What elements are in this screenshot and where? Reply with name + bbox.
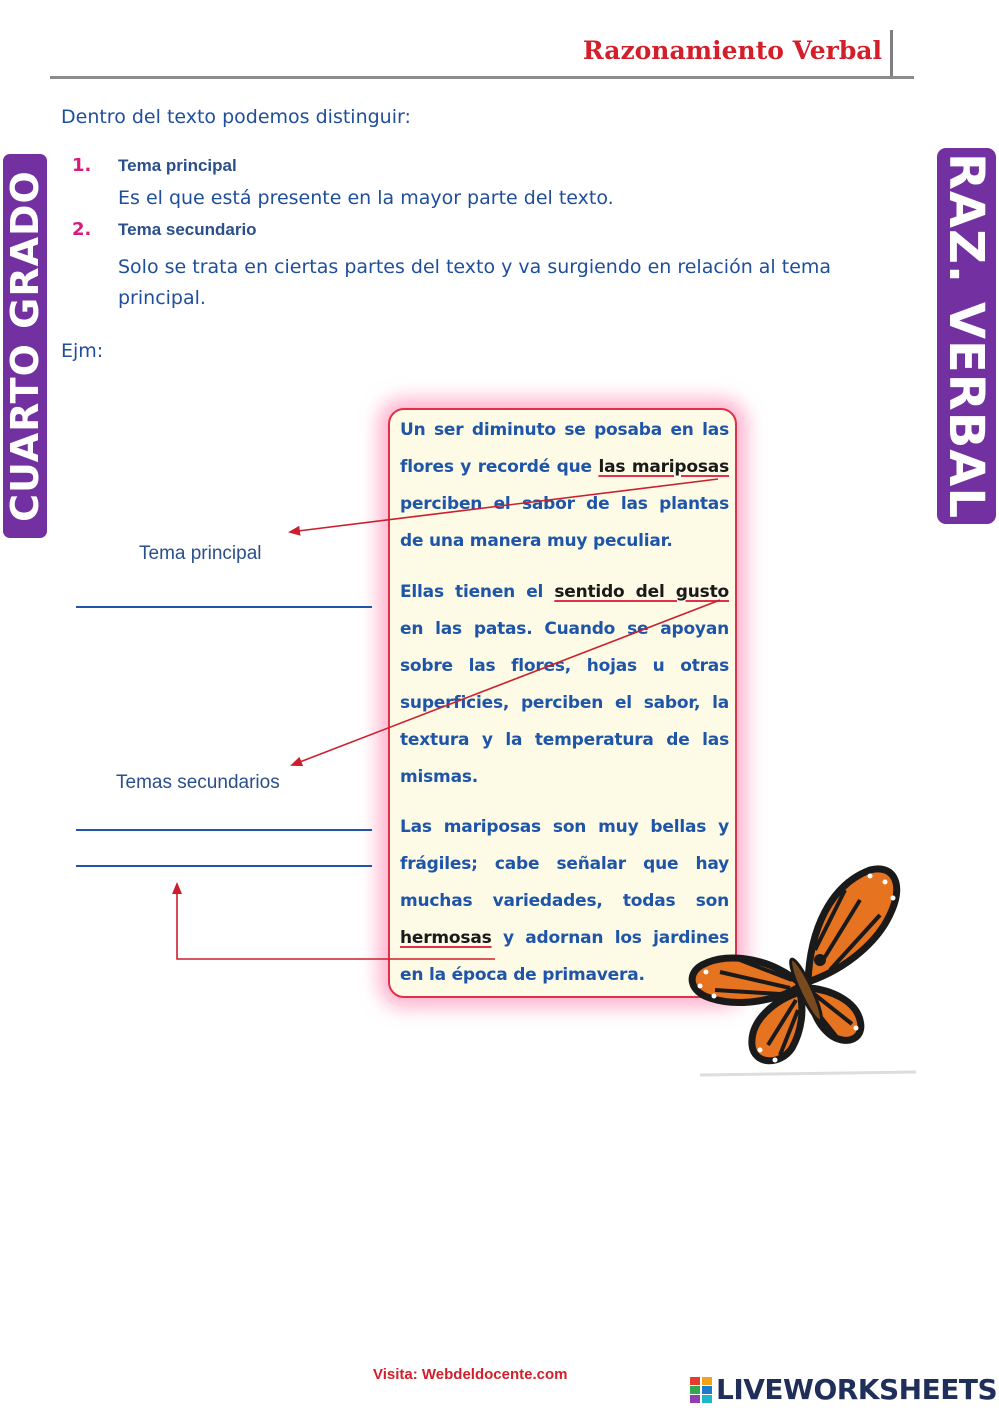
butterfly-illustration <box>680 860 920 1085</box>
item-2-number: 2. <box>72 219 92 240</box>
footer-visit-link[interactable]: Visita: Webdeldocente.com <box>373 1366 568 1383</box>
arrow-main-topic <box>290 479 718 532</box>
footer-brand-name: LIVEWORKSHEETS <box>716 1373 998 1406</box>
intro-text: Dentro del texto podemos distinguir: <box>61 106 411 128</box>
passage-p2-text-b: en las patas. Cuando se apoyan sobre las flores, hojas u otras superficies, perciben el sabor, la textura y la temperatura de las mismas. <box>400 619 729 787</box>
passage-p3-text-b: y adornan los jardines en la época de primavera. <box>400 928 729 985</box>
highlight-las-mariposas: las mariposas <box>598 457 729 477</box>
liveworksheets-logo-icon <box>690 1377 712 1403</box>
item-1-title: Tema principal <box>118 156 237 175</box>
passage-p1-text-a: Un ser diminuto se posaba en las flores y recordé que <box>400 420 729 477</box>
item-2-description-line2: principal. <box>118 287 206 309</box>
highlight-hermosas: hermosas <box>400 928 492 948</box>
passage-p3-text-a: Las mariposas son muy bellas y frágiles; cabe señalar que hay muchas variedades, todas son <box>400 817 729 911</box>
label-secondary-topics: Temas secundarios <box>116 772 280 793</box>
passage-p1-text-b: perciben el sabor de las plantas de una manera muy peculiar. <box>400 494 729 551</box>
header-title: Razonamiento Verbal <box>582 36 882 65</box>
passage-p2-text-a: Ellas tienen el <box>400 582 555 602</box>
side-band-right-label: RAZ. VERBAL <box>938 152 995 520</box>
item-2-title: Tema secundario <box>118 220 257 239</box>
item-2-description-line1: Solo se trata en ciertas partes del texto y va surgiendo en relación al tema <box>118 256 832 278</box>
item-1-description: Es el que está presente en la mayor parte del texto. <box>118 187 614 209</box>
highlight-sentido-del-gusto: sentido del gusto <box>554 582 729 602</box>
item-1-number: 1. <box>72 155 92 176</box>
arrow-secondary-topic-2 <box>177 884 495 959</box>
example-label: Ejm: <box>61 340 104 362</box>
footer-brand <box>690 1373 997 1406</box>
label-main-topic: Tema principal <box>139 543 262 564</box>
arrow-secondary-topic <box>292 600 720 765</box>
side-band-left-label: CUARTO GRADO <box>3 170 48 522</box>
